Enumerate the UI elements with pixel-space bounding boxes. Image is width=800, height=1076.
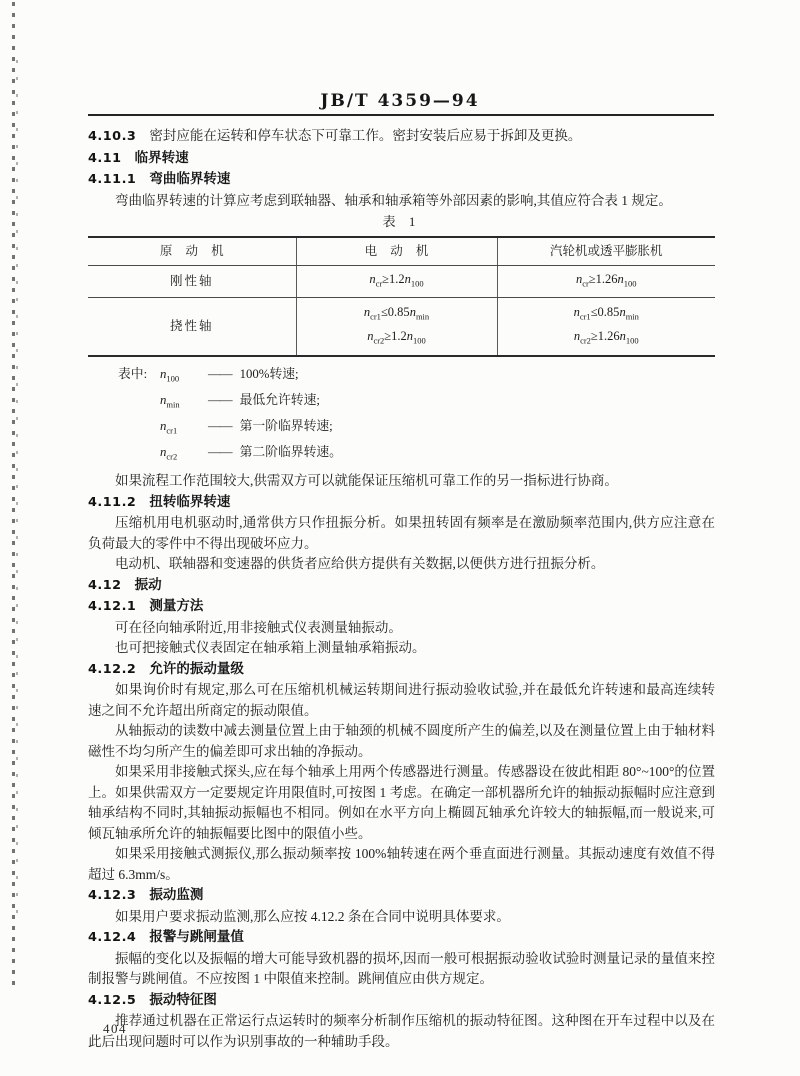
clause-title: 振动特征图 [149,991,217,1007]
clause-title: 扭转临界转速 [149,493,231,509]
col-header-electric-motor: 电动机 [364,243,442,258]
formula-rigid-motor: $n_{cr}\ge 1.2n_{100}$ [369,271,424,288]
clause-heading-4-12-4 [88,927,715,949]
note-dash: —— [208,419,232,434]
note-dash: —— [208,393,232,408]
clause-heading-4-12 [88,575,715,597]
paragraph: 推荐通过机器在正常运行点运转时的频率分析制作压缩机的振动特征图。这种图在开车过程中以及在此后出现问题时可以作为识别事故的一种辅助手段。 [88,1013,715,1049]
note-dash: —— [208,367,232,381]
standard-code-header: JB/T 4359—94 [320,91,480,111]
formula-flex-turbine-2: $n_{cr2}\ge 1.26n_{100}$ [573,328,639,345]
row-label-flexible-shaft: 挠性轴 [88,298,296,357]
clause-number: 4.11.1 [88,172,137,187]
clause-title: 临界转速 [134,149,189,165]
notes-intro: 表中: [118,367,148,381]
clause-title: 弯曲临界转速 [149,171,231,186]
clause-heading-4-12-2 [88,659,715,681]
table-1 [88,236,715,358]
clause-number: 4.11 [88,150,122,166]
clause-text: 密封应能在运转和停车状态下可靠工作。密封安装后应易于拆卸及更换。 [149,128,582,143]
scan-artifact-left-dashes-2 [16,60,18,920]
clause-heading-4-12-5 [88,990,715,1012]
note-text: 第二阶临界转速。 [239,445,342,460]
formula-flex-turbine-1: $n_{cr1}\le 0.85n_{min}$ [573,305,639,322]
clause-number: 4.12 [88,577,122,593]
clause-heading-4-11-2 [88,492,715,514]
clause-heading-4-11 [88,148,715,170]
clause-heading-4-11-1 [88,169,715,191]
note-text: 最低允许转速; [239,393,320,408]
clause-number: 4.12.5 [88,992,137,1008]
note-line [118,416,715,442]
row-label-rigid-shaft: 刚性轴 [88,265,296,298]
clause-title: 测量方法 [149,598,204,614]
scan-artifact-left-dashes [12,2,15,990]
clause-4-10-3 [88,126,715,148]
note-text: 第一阶临界转速; [239,419,333,434]
paragraph: 如果采用接触式测振仪,那么振动频率按 100%轴转速在两个垂直面进行测量。其振动速度有效值不得超过 6.3mm/s。 [88,846,715,882]
table-notes [118,364,715,468]
formula-rigid-turbine: $n_{cr}\ge 1.26n_{100}$ [575,271,637,288]
page-number: 404 [103,1021,127,1036]
paragraph: 可在径向轴承附近,用非接触式仪表测量轴振动。 [115,619,402,635]
formula-flex-motor-2: $n_{cr2}\ge 1.2n_{100}$ [367,328,426,345]
paragraph: 如果用户要求振动监测,那么应按 4.12.2 条在合同中说明具体要求。 [115,908,510,924]
clause-title: 允许的振动量级 [149,660,244,676]
col-header-turbine: 汽轮机或透平膨胀机 [549,243,663,258]
table-header-row [88,237,715,266]
note-line [118,390,715,416]
note-term: $n_{cr2}$ [160,445,178,462]
paragraph: 如果流程工作范围较大,供需双方可以就能保证压缩机可靠工作的另一指标进行协商。 [115,473,618,489]
table-row-flexible-shaft [88,298,715,357]
paragraph: 压缩机用电机驱动时,通常供方只作扭振分析。如果扭转固有频率是在激励频率范围内,供方应注意在负荷最大的零件中不得出现破坏应力。 [88,515,715,551]
note-text: 100%转速; [239,367,299,381]
note-term: $n_{100}$ [160,367,180,384]
paragraph: 如果采用非接触式探头,应在每个轴承上用两个传感器进行测量。传感器设在彼此相距 80°~100°的位置上。如果供需双方一定要规定许用限值时,可按图 1 考虑。在确定一部机器所允许的轴振动振幅时应注意到轴承结构不同时,其轴振动振幅也不相同。例如在水平方向上椭圆瓦轴承允许较大的轴振幅,而一般说来,可倾瓦轴承所允许的轴振幅要比图中的限值小些。 [88,764,715,841]
note-line [118,364,715,390]
clause-heading-4-12-1 [88,596,715,618]
table-1-caption: 表 1 [382,214,421,229]
clause-number: 4.11.2 [88,494,137,510]
paragraph: 电动机、联轴器和变速器的供货者应给供方提供有关数据,以便供方进行扭振分析。 [115,556,605,572]
note-line [118,442,715,468]
formula-flex-motor-1: $n_{cr1}\le 0.85n_{min}$ [363,305,430,322]
clause-number: 4.10.3 [88,129,137,144]
clause-title: 振动 [134,576,162,592]
clause-number: 4.12.2 [88,661,137,677]
paragraph: 也可把接触式仪表固定在轴承箱上测量轴承箱振动。 [115,640,426,656]
clause-number: 4.12.4 [88,930,137,946]
clause-title: 报警与跳闸量值 [149,929,244,945]
clause-number: 4.12.1 [88,599,137,615]
note-term: $n_{cr1}$ [160,419,178,436]
paragraph: 振幅的变化以及振幅的增大可能导致机器的损坏,因而一般可根据振动验收试验时测量记录的量值来控制报警与跳闸值。不应按图 1 中限值来控制。跳闸值应由供方规定。 [88,950,715,987]
paragraph: 从轴振动的读数中减去测量位置上由于轴颈的机械不圆度所产生的偏差,以及在测量位置上由于轴材料磁性不均匀所产生的偏差即可求出轴的净振动。 [88,723,715,759]
header-rule [88,114,714,116]
table-row-rigid-shaft [88,265,715,298]
clause-title: 振动监测 [149,887,204,903]
col-header-prime-mover: 原动机 [159,243,237,258]
note-dash: —— [208,445,232,460]
note-term: $n_{min}$ [160,393,180,410]
document-body [88,126,715,1052]
paragraph: 如果询价时有规定,那么可在压缩机机械运转期间进行振动验收试验,并在最低允许转速和最高连续转速之间不允许超出所商定的振动限值。 [88,682,715,718]
clause-heading-4-12-3 [88,885,715,907]
clause-number: 4.12.3 [88,888,137,904]
paragraph: 弯曲临界转速的计算应考虑到联轴器、轴承和轴承箱等外部因素的影响,其值应符合表 1 规定。 [115,192,672,208]
